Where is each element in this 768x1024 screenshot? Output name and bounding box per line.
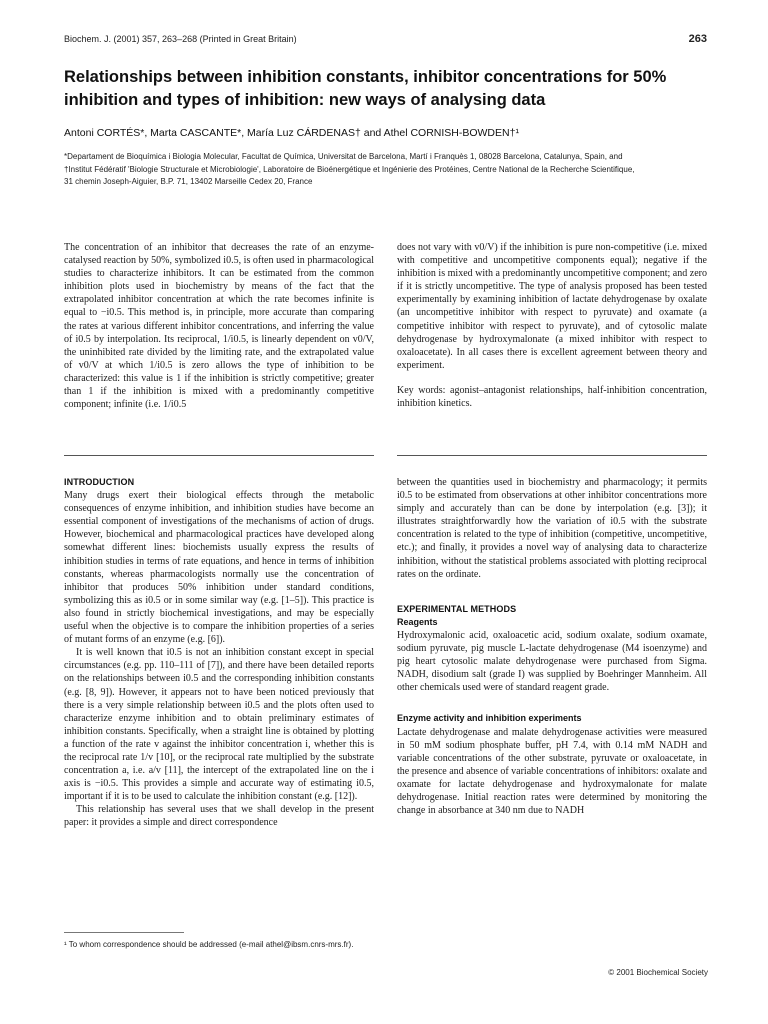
running-header [64, 34, 707, 48]
section-heading: INTRODUCTION [64, 477, 135, 487]
paragraph: Lactate dehydrogenase and malate dehydrogenase activities were measured in 50 mM sodium phosphate buffer, pH 7.4, with 0.14 mM NADH and variable concentrations of the other substrate, pyruvate or oxaloacetate, in the presence and absence of variable concentrations of inhibitors: oxalate and oxamate for lactate dehydrogenase and hydroxymalonate for malate dehydrogenase. Initial reaction rates were determined by monitoring the change in absorbance at 340 nm due to NADH [397, 726, 707, 817]
body-left-column [64, 476, 374, 830]
abstract-text: The concentration of an inhibitor that decreases the rate of an enzyme-catalysed reaction by 50%, symbolized i0.5, is often used in pharmacological studies to characterize inhibitors. It can be estimated from the common inhibition plots used in biochemistry by means of the fact that the extrapolated inhibitor concentration at which the rate becomes infinite is equal to −i0.5. This method is, in principle, more accurate than comparing the rates at various different inhibitor concentrations, and inferring the value of i0.5 by interpolation. Its reciprocal, 1/i0.5, is linearly dependent on v0/V, the uninhibited rate divided by the limiting rate, and the extrapolated value of v0/V at which 1/i0.5 is zero allows the type of inhibition to be characterized: this value is 1 if the inhibition is strictly competitive; greater than 1 if the inhibition is mixed with a predominantly competitive component; infinite (i.e. 1/i0.5 [64, 242, 374, 411]
author-list: Antoni CORTÉS*, Marta CASCANTE*, María Luz CÁRDENAS† and Athel CORNISH-BOWDEN†¹ [64, 127, 519, 139]
paragraph: This relationship has several uses that we shall develop in the present paper: it provides a simple and direct correspondence [64, 804, 374, 829]
affiliation-line: †Institut Fédératif 'Biologie Structurale et Microbiologie', Laboratoire de Bioénergétique et Ingénierie des Protéines, Centre National de la Recherche Scientifique, [64, 164, 635, 174]
subsection-heading: Reagents [397, 616, 438, 627]
affiliation-line: 31 chemin Joseph-Aiguier, B.P. 71, 13402 Marseille Cedex 20, France [64, 177, 313, 186]
paragraph: Many drugs exert their biological effects through the metabolic consequences of enzyme inhibition, and inhibition studies have become an essential component of investigations of the mechanisms of action of drugs. However, biochemical and pharmacological practices have developed along somewhat different lines: biochemists usually express the results of inhibition studies in terms of rate equations, and hence in terms of inhibition constants, whereas pharmacologists normally use the concentration of inhibitor that produces 50% inhibition under standard conditions, symbolizing this as i0.5 or in some similar way (e.g. [1–5]). This practice is also found in strictly biochemical investigations, and may be especially useful when the objective is to compare the inhibition properties of a series of mutant forms of an enzyme (e.g. [6]). [64, 490, 374, 646]
journal-citation: Biochem. J. (2001) 357, 263–268 (Printed in Great Britain) [64, 34, 297, 44]
page-number: 263 [688, 33, 707, 45]
abstract-divider [397, 455, 707, 456]
article-title: Relationships between inhibition constants, inhibitor concentrations for 50% inhibition and types of inhibition: new ways of analysing data [64, 68, 667, 109]
subsection-heading: Enzyme activity and inhibition experiments [397, 713, 582, 724]
abstract-right-column [397, 241, 707, 410]
paragraph: It is well known that i0.5 is not an inhibition constant except in special circumstances (e.g. pp. 110–111 of [7]), and there have been detailed reports on the relationships between i0.5 and the corresponding inhibition constants (e.g. [8, 9]). However, it appears not to have been noticed previously that there is a very simple relationship between i0.5 and the plots often used to characterize enzyme inhibition and to obtain preliminary estimates of inhibition constants. Specifically, when a straight line is obtained by plotting a function of the rate v against the inhibitor concentration i, whether this is the reciprocal rate 1/v [10], or the reciprocal rate multiplied by the substrate concentration a, i.e. a/v [11], the intercept of the extrapolated line on the i axis is −i0.5. This provides a simple and accurate way of estimating i0.5, important if it is to be used to calculate the inhibition constant (e.g. [12]). [64, 647, 374, 803]
copyright-notice: © 2001 Biochemical Society [608, 968, 708, 977]
paragraph: Hydroxymalonic acid, oxaloacetic acid, sodium oxalate, sodium oxamate, sodium pyruvate, pig muscle L-lactate dehydrogenase (M4 isoenzyme) and pig heart cytosolic malate dehydrogenase were purchased from Sigma. NADH, disodium salt (grade I) was supplied by Boehringer Mannheim. All other chemicals used were of standard reagent grade. [397, 629, 707, 694]
section-heading: EXPERIMENTAL METHODS [397, 603, 517, 614]
keywords: Key words: agonist–antagonist relationships, half-inhibition concentration, inhibition kinetics. [397, 384, 707, 410]
affiliation-line: *Departament de Bioquímica i Biologia Molecular, Facultat de Química, Universitat de Barcelona, Martí i Franquès 1, 08028 Barcelona, Catalunya, Spain, and [64, 152, 623, 161]
abstract-left-column [64, 241, 374, 411]
body-right-column [397, 476, 707, 817]
affiliations [64, 151, 724, 189]
paragraph: between the quantities used in biochemistry and pharmacology; it permits i0.5 to be estimated from observations at other inhibitor concentrations more simply and accurately than can be done by interpolation (e.g. [3]); it illustrates straightforwardly how the variation of i0.5 with the substrate concentration is related to the type of inhibition (competitive, uncompetitive, etc.); and finally, it provides a novel way of analysing data to characterize inhibition, without the statistical problems associated with plotting reciprocal rates on the ordinate. [397, 477, 707, 580]
abstract-text: does not vary with v0/V) if the inhibition is pure non-competitive (i.e. mixed with competitive and uncompetitive components equal); negative if the inhibition is mixed with a predominantly uncompetitive component; and zero if it is strictly uncompetitive. The type of analysis proposed has been tested experimentally by examining inhibition of lactate dehydrogenase by oxalate (an uncompetitive inhibitor with respect to pyruvate) and oxamate (a competitive inhibitor with respect to pyruvate), and of cytosolic malate dehydrogenase by hydroxymalonate (a mixed inhibitor with respect to oxaloacetate). In all cases there is excellent agreement between theory and experiment. [397, 242, 707, 371]
footnote-rule [64, 932, 184, 933]
footnote: ¹ To whom correspondence should be addressed (e-mail athel@ibsm.cnrs-mrs.fr). [64, 940, 354, 949]
abstract-divider [64, 455, 374, 456]
